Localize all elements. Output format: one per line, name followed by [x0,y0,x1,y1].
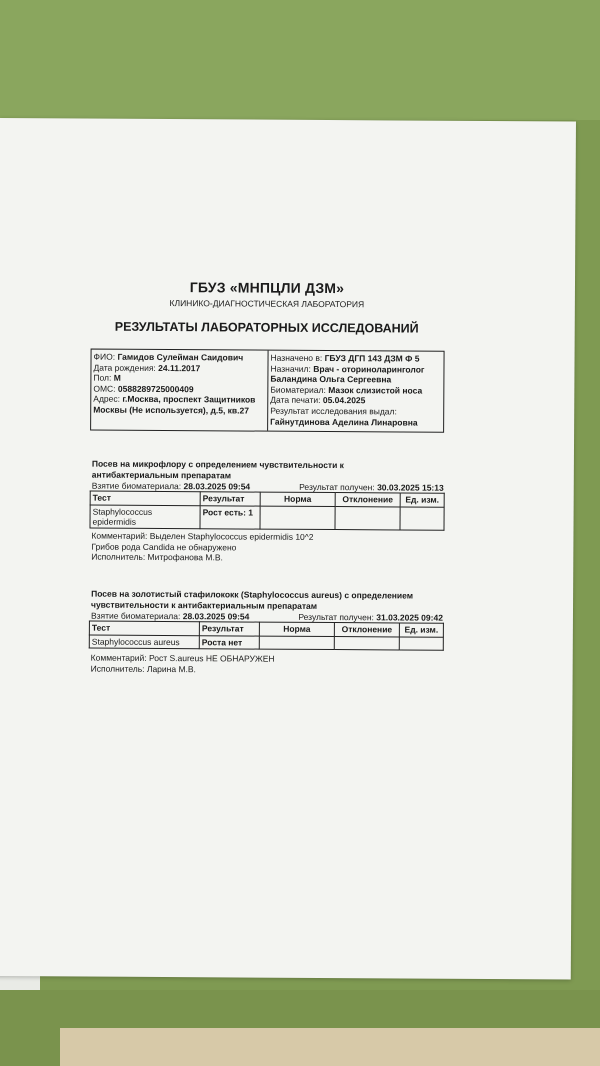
patient-address: г.Москва, проспект Защитников Москвы (Не используется), д.5, кв.27 [93,394,256,416]
col-unit: Ед. изм. [399,623,443,637]
col-unit: Ед. изм. [400,493,444,507]
results-table [89,491,444,531]
section-comments [91,531,421,565]
result-date: 30.03.2025 15:13 [377,482,444,493]
col-norm: Норма [259,622,334,636]
doctor-role: Врач - оториноларинголог [313,363,425,375]
performer: Исполнитель: Ларина М.В. [90,663,196,674]
test-result: Рост есть: 1 [200,506,260,529]
patient-info-box [90,349,444,433]
lab-report-sheet [0,118,576,980]
sample-date: 28.03.2025 09:54 [182,611,250,622]
result-date: 31.03.2025 09:42 [376,612,443,623]
test-name: Staphylococcus aureus [89,635,199,649]
comment-line: Комментарий: Рост S.aureus НЕ ОБНАРУЖЕН [90,652,275,664]
results-table [89,621,444,651]
doctor-name: Баландина Ольга Сергеевна [270,373,392,385]
col-test: Тест [89,621,199,636]
comment-line: Грибов рода Candida не обнаружено [91,541,237,553]
patient-name: Гамидов Сулейман Саидович [117,351,244,363]
col-norm: Норма [260,492,335,506]
section-title: Посев на золотистый стафилококк (Staphylococcus aureus) с определением чувствительности к антибактериальным препаратам [91,588,414,611]
performer: Исполнитель: Митрофанова М.В. [91,551,223,563]
section-meta: Взятие биоматериала: 28.03.2025 09:54 Результат получен: 31.03.2025 09:42 [90,610,443,623]
col-deviation: Отклонение [334,623,399,637]
table-row [89,635,443,650]
comment-line: Комментарий: Выделен Staphylococcus epidermidis 10^2 [91,530,314,542]
test-result: Роста нет [199,636,259,649]
col-deviation: Отклонение [335,493,400,507]
referral-info: Назначено в: ГБУЗ ДГП 143 ДЗМ Ф 5 Назначил: Врач - оториноларинголог Баландина Ольга Сергеевна Биоматериал: Мазок слизистой носа Дата печати: 05.04.2025 Результат исследования выдал: Гайнутдинова Аделина Линаровна [267,351,439,432]
background-floor [60,1028,600,1066]
background-wall [0,0,600,120]
section-title: Посев на микрофлору с определением чувствительности к антибактериальным препаратам [91,458,344,481]
sample-date: 28.03.2025 09:54 [183,481,251,492]
test-unit [400,507,444,530]
col-result: Результат [199,622,259,636]
biomaterial: Мазок слизистой носа [328,384,423,396]
print-date: 05.04.2025 [322,395,366,406]
col-result: Результат [200,492,260,506]
assigned-to: ГБУЗ ДГП 143 ДЗМ Ф 5 [324,352,420,364]
test-deviation [334,637,399,650]
col-test: Тест [90,491,200,506]
patient-sex: М [113,372,121,383]
test-norm [260,506,335,529]
section-comments [91,653,421,676]
document-title: РЕЗУЛЬТАТЫ ЛАБОРАТОРНЫХ ИССЛЕДОВАНИЙ [114,319,419,336]
test-name: Staphylococcus epidermidis [90,505,200,529]
test-unit [399,637,443,650]
section-meta: Взятие биоматериала: 28.03.2025 09:54 Результат получен: 30.03.2025 15:13 [91,480,444,493]
patient-dob: 24.11.2017 [158,362,201,373]
patient-oms: 0588289725000409 [117,383,194,394]
test-deviation [335,507,400,530]
patient-info: ФИО: Гамидов Сулейман Саидович Дата рождения: 24.11.2017 Пол: М ОМС: 0588289725000409 Адрес: г.Москва, проспект Защитников Москвы (Не используется), д.5, кв.27 [93,351,256,416]
org-title: ГБУЗ «МНПЦЛИ ДЗМ» [189,279,345,297]
lab-name: КЛИНИКО-ДИАГНОСТИЧЕСКАЯ ЛАБОРАТОРИЯ [169,298,365,310]
table-row [90,505,444,530]
test-norm [259,636,334,649]
issued-by: Гайнутдинова Аделина Линаровна [270,416,418,428]
